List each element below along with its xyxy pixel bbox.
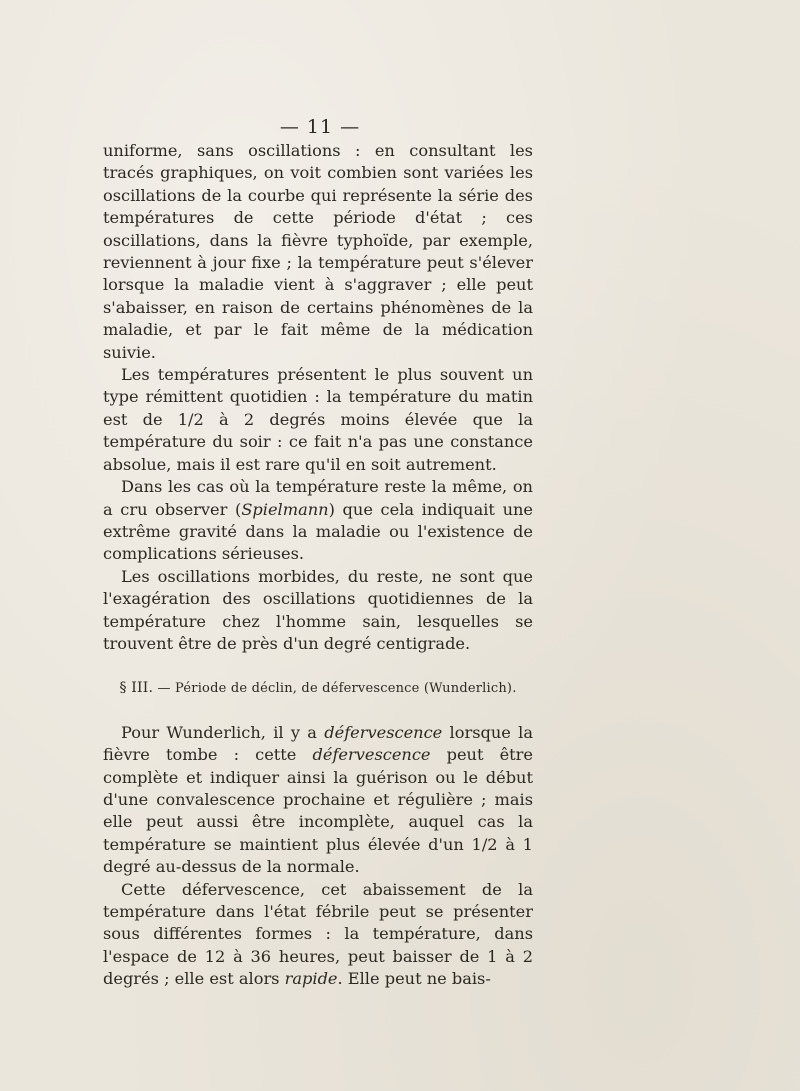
text-run: lorsque la fièvre tombe : cette <box>103 722 533 765</box>
paragraph-2 <box>103 364 533 476</box>
italic-name: Spielmann <box>241 499 329 519</box>
text-run: Dans les cas où la température reste la même, on a cru observer ( <box>103 477 533 519</box>
paragraph-4 <box>103 566 533 656</box>
text-run: Les températures présentent le plus souvent un type rémittent quotidien : la température du matin est de 1/2 à 2 degrés moins élevée que la température du soir : ce fait n'a pas une constance absolue, mais il est rare qu'il en soit autrement. <box>103 365 533 474</box>
section-title: — Période de déclin, de défervescence (Wunderlich). <box>157 681 517 697</box>
section-heading <box>103 677 533 700</box>
paragraph-5 <box>103 722 533 879</box>
text-run: Les oscillations morbides, du reste, ne sont que l'exagération des oscillations quotidiennes de la température chez l'homme sain, lesquelles se trouvent être de près d'un degré centigrade. <box>103 566 533 653</box>
body-text <box>103 140 533 991</box>
text-run: uniforme, sans oscillations : en consultant les tracés graphiques, on voit combien sont variées les oscillations de la courbe qui représente la série des températures de cette période d'état ; ces oscillations, dans la fièvre typhoïde, par exemple, reviennent à jour fixe ; la température peut s'élever lorsque la maladie vient à s'aggraver ; elle peut s'abaisser, en raison de certains phénomènes de la maladie, et par le fait même de la médication suivie. <box>103 141 533 362</box>
text-run: . Elle peut ne bais- <box>337 969 491 989</box>
text-run: Pour Wunderlich, il y a <box>121 722 325 742</box>
section-number: § III. <box>119 680 154 697</box>
page-number: — 11 — <box>279 116 361 138</box>
text-run: ) que cela indiquait une extrême gravité dans la maladie ou l'existence de complications sérieuses. <box>103 499 534 564</box>
paragraph-6 <box>103 879 533 991</box>
paragraph-1 <box>103 140 533 364</box>
text-run: peut être complète et indiquer ainsi la guérison ou le début d'une convalescence prochaine et régulière ; mais elle peut aussi être incomplète, auquel cas la température se maintient plus élevée d'un 1/2 à 1 degré au-dessus de la normale. <box>103 745 533 877</box>
text-run: Cette défervescence, cet abaissement de la température dans l'état fébrile peut se présenter sous différentes formes : la température, dans l'espace de 12 à 36 heures, peut baisser de 1 à 2 degrés ; elle est alors <box>103 879 533 989</box>
paragraph-3 <box>103 476 533 566</box>
italic-term: défervescence <box>312 745 431 765</box>
italic-term: rapide <box>284 969 338 989</box>
italic-term: défervescence <box>324 722 443 742</box>
